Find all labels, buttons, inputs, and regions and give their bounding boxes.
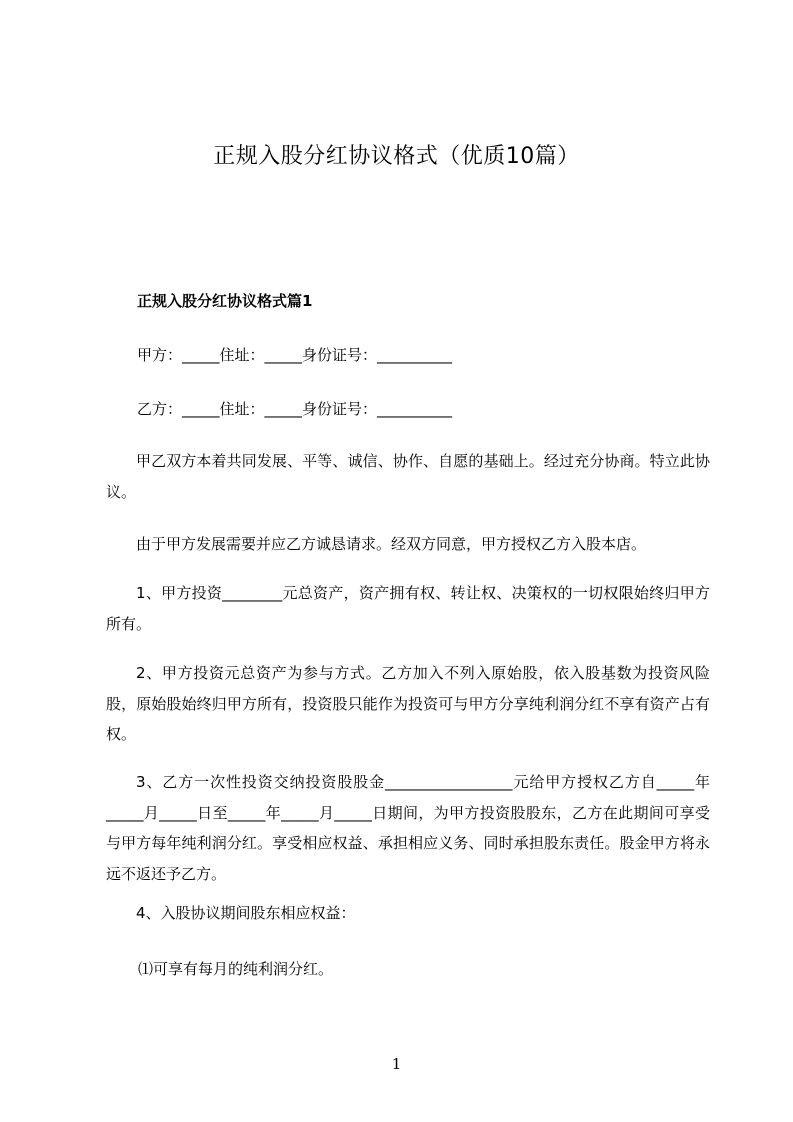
party-b-line: 乙方：_____住址：_____身份证号：__________ (137, 400, 453, 418)
paragraph-clause-2: 2、甲方投资元总资产为参与方式。乙方加入不列入原始股，依入股基数为投资风险股，原始股始终归甲方所有，投资股只能作为投资可与甲方分享纯利润分红不享有资产占有权。 (106, 664, 710, 743)
document-title: 正规入股分红协议格式（优质10篇） (213, 144, 580, 169)
paragraph-clause-3: 3、乙方一次性投资交纳投资股股金_________________元给甲方授权乙方自_____年_____月_____日至_____年_____月_____日期间，为甲方投资股股东，乙方在此期间可享受与甲方每年纯利润分红。享受相应权益、承担相应义务、同时承担股东责任。股金甲方将永远不返还予乙方。 (106, 773, 710, 883)
paragraph-authorization: 由于甲方发展需要并应乙方诚恳请求。经双方同意，甲方授权乙方入股本店。 (136, 535, 647, 553)
paragraph-preamble: 甲乙双方本着共同发展、平等、诚信、协作、自愿的基础上。经过充分协商。特立此协议。 (106, 452, 710, 501)
paragraph-clause-1: 1、甲方投资________元总资产，资产拥有权、转让权、决策权的一切权限始终归甲方所有。 (106, 584, 710, 633)
section-heading: 正规入股分红协议格式篇1 (137, 292, 313, 310)
paragraph-clause-4-item-1: ⑴可享有每月的纯利润分红。 (138, 960, 334, 978)
party-a-line: 甲方：_____住址：_____身份证号：__________ (137, 346, 453, 364)
paragraph-clause-4: 4、入股协议期间股东相应权益： (136, 904, 356, 922)
page-number: 1 (391, 1055, 402, 1073)
